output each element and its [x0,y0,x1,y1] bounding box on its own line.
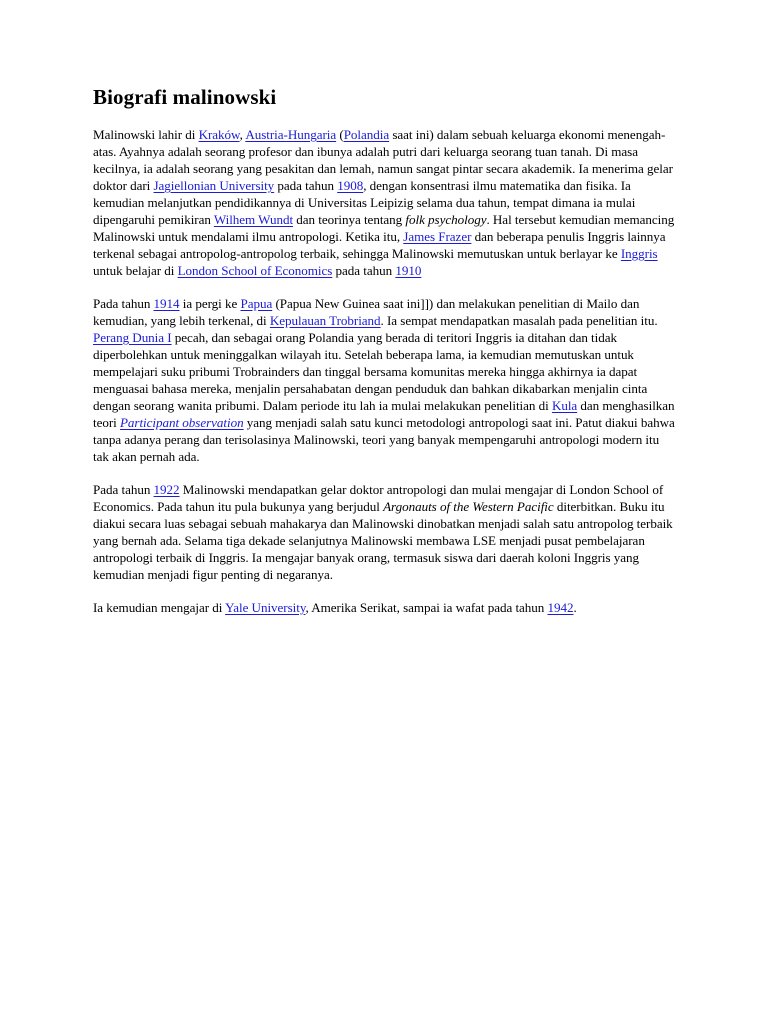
text-run: ( [336,127,344,142]
link-1942[interactable]: 1942 [547,600,574,615]
paragraph-yale [93,599,676,616]
link-papua[interactable]: Papua [240,296,273,311]
text-run: (Papua New Guinea saat ini]]) dan melakukan penelitian di Mailo dan kemudian, yang lebih terkenal, di [93,296,640,328]
text-run: dan menghasilkan teori [93,398,675,430]
link-james-frazer[interactable]: James Frazer [403,229,472,244]
text-run: , [239,127,246,142]
link-perang-dunia-i[interactable]: Perang Dunia I [93,330,172,345]
link-1914[interactable]: 1914 [153,296,180,311]
link-london-school-of-economics[interactable]: London School of Economics [177,263,333,278]
text-run: . Hal tersebut kemudian memancing Malinowski untuk mendalami ilmu antropologi. Ketika itu, [93,212,675,244]
text-run: untuk belajar di [93,263,178,278]
page-title: Biografi malinowski [93,85,277,109]
link-krakow[interactable]: Kraków [198,127,240,142]
text-run: Pada tahun [93,296,154,311]
text-run: pada tahun [274,178,338,193]
text-run: . [573,600,577,615]
text-run: dan beberapa penulis Inggris lainnya terkenal sebagai antropolog-antropolog terbaik, sehingga Malinowski memutuskan untuk berlayar ke [93,229,666,261]
link-participant-observation[interactable] [120,415,244,430]
text-run: saat ini) dalam sebuah keluarga ekonomi menengah-atas. Ayahnya adalah seorang profesor dan ibunya adalah putri dari keluarga seorang tuan tanah. Di masa kecilnya, ia adalah seorang yang pesakitan dan lemah, namun sangat pintar secara akademik. Ia menerima gelar doktor dari [93,127,673,193]
italic-argonauts: Argonauts of the Western Pacific [383,499,554,514]
text-run: , dengan konsentrasi ilmu matematika dan fisika. Ia kemudian melanjutkan pendidikannya di Universitas Leipizig selama dua tahun, tempat dimana ia mulai dipengaruhi pemikiran [93,178,636,227]
text-run: diterbitkan. Buku itu diakui secara luas sebagai sebuah mahakarya dan Malinowski dinobatkan menjadi salah satu antropolog terbaik yang bernah ada. Selama tiga dekade selanjutnya Malinowski membawa LSE menjadi pusat pembelajaran antropologi terbaik di Inggris. Ia mengajar banyak orang, termasuk siswa dari daerah koloni Inggris yang kemudian menjadi figur penting di negaranya. [93,499,673,582]
link-inggris[interactable]: Inggris [620,246,658,261]
paragraph-early-life [93,126,676,279]
link-polandia[interactable]: Polandia [343,127,390,142]
link-1922[interactable]: 1922 [153,482,180,497]
text-run: Ia kemudian mengajar di [93,600,226,615]
paragraph-papua-research [93,295,676,465]
text-run: pada tahun [332,263,396,278]
link-jagiellonian-university[interactable]: Jagiellonian University [153,178,275,193]
link-1910[interactable]: 1910 [395,263,422,278]
document-page [93,84,676,632]
text-run: ia pergi ke [179,296,241,311]
text-run: Malinowski mendapatkan gelar doktor antropologi dan mulai mengajar di London School of Economics. Pada tahun itu pula bukunya yang berjudul [93,482,664,514]
text-run: Malinowski lahir di [93,127,199,142]
text-run: pecah, dan sebagai orang Polandia yang berada di teritori Inggris ia ditahan dan tidak diperbolehkan untuk meninggalkan wilayah itu. Setelah beberapa lama, ia kemudian memutuskan untuk mempelajari suku pribumi Trobrainders dan tinggal bersama komunitas mereka hingga akhirnya ia dapat menguasai bahasa mereka, menjalin persahabatan dengan penduduk dan bahkan dikabarkan menjalin cinta dengan seorang wanita pribumi. Dalam periode itu lah ia mulai melakukan penelitian di [93,330,648,413]
link-yale-university[interactable]: Yale University [225,600,306,615]
text-run: . Ia sempat mendapatkan masalah pada penelitian itu. [380,313,658,328]
text-run: dan teorinya tentang [293,212,406,227]
text-run: , Amerika Serikat, sampai ia wafat pada tahun [305,600,548,615]
link-kula[interactable]: Kula [551,398,578,413]
link-austria-hungaria[interactable]: Austria-Hungaria [245,127,337,142]
paragraph-lse-career [93,481,676,583]
text-run: Pada tahun [93,482,154,497]
link-kepulauan-trobriand[interactable]: Kepulauan Trobriand [269,313,381,328]
link-1908[interactable]: 1908 [337,178,364,193]
italic-participant-observation: Participant observation [119,415,244,430]
link-wilhem-wundt[interactable]: Wilhem Wundt [213,212,294,227]
italic-folk-psychology: folk psychology [405,212,487,227]
text-run: yang menjadi salah satu kunci metodologi antropologi saat ini. Patut diakui bahwa tanpa adanya perang dan terisolasinya Malinowski, teori yang banyak mempengaruhi antropologi modern itu tak akan pernah ada. [93,415,675,464]
